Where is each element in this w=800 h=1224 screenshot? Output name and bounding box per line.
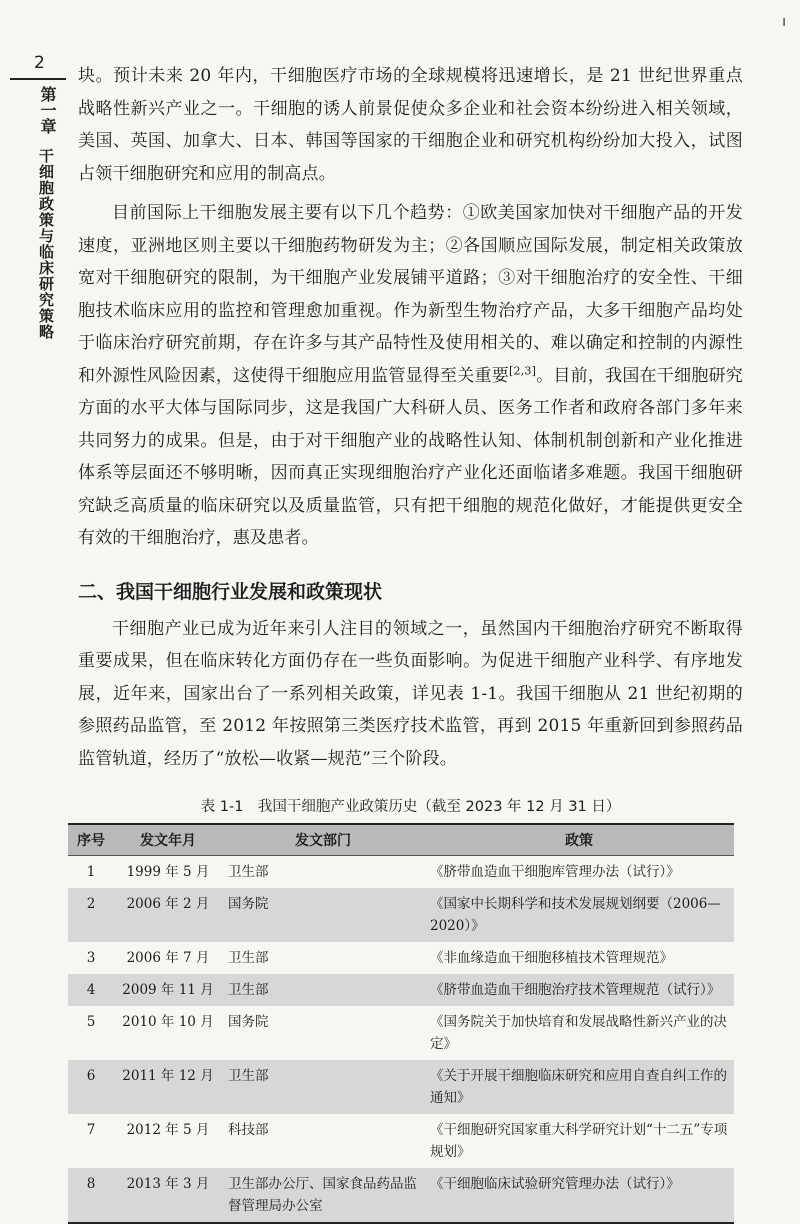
header-policy: 政策: [424, 824, 734, 856]
cell-no: 6: [68, 1060, 114, 1114]
cell-date: 2006 年 7 月: [126, 950, 210, 966]
section-paragraph: 干细胞产业已成为近年来引人注目的领域之一，虽然国内干细胞治疗研究不断取得重要成果，但在临床转化方面仍存在一些负面影响。为促进干细胞产业科学、有序地发展，近年来，国家出台了一系列相关政策，详见表 1-1。我国干细胞从 21 世纪初期的参照药品监管，至 2012 年按照第三类医疗技术监管，再到 2015 年重新回到参照药品监管轨道，经历了“放松—收紧—规范”三个阶段。: [78, 618, 743, 769]
policy-table: [68, 823, 734, 1224]
paragraph-2-text: 目前国际上干细胞发展主要有以下几个趋势：①欧美国家加快对干细胞产品的开发速度，亚洲地区则主要以干细胞药物研发为主；②各国顺应国际发展，制定相关政策放宽对干细胞研究的限制，为干细胞产业发展铺平道路；③对干细胞治疗的安全性、干细胞技术临床应用的监控和管理愈加重视。作为新型生物治疗产品，大多干细胞产品均处于临床治疗研究前期，存在许多与其产品特性及使用相关的、难以确定和控制的内源性和外源性风险因素，这使得干细胞应用监管显得至关重要: [78, 203, 743, 386]
table-row: [68, 1114, 734, 1168]
cell-policy: 《干细胞研究国家重大科学研究计划“十二五”专项规划》: [430, 1122, 728, 1160]
cell-date: 2010 年 10 月: [122, 1014, 214, 1030]
section-heading: 二、我国干细胞行业发展和政策现状: [78, 580, 383, 603]
table-header-row: [68, 824, 734, 856]
cell-policy: 《脐带血造血干细胞库管理办法（试行）》: [430, 864, 680, 880]
paragraph-2: [78, 197, 743, 555]
page-number: 2: [34, 53, 45, 73]
cell-date: 2006 年 2 月: [114, 888, 222, 942]
cell-no: 2: [68, 888, 114, 942]
table-row: [68, 1006, 734, 1060]
table-row: [68, 1060, 734, 1114]
header-dept: 发文部门: [222, 824, 424, 856]
table-row: [68, 856, 734, 889]
table-row: [68, 1168, 734, 1223]
cell-no: 4: [68, 974, 114, 1006]
corner-mark: ı: [782, 14, 786, 30]
citation: [2,3]: [509, 363, 537, 377]
header-date: 发文年月: [114, 824, 222, 856]
cell-policy: 《非血缘造血干细胞移植技术管理规范》: [430, 950, 673, 966]
cell-dept: 卫生部: [222, 1060, 424, 1114]
cell-dept: 卫生部办公厅、国家食品药品监督管理局办公室: [222, 1168, 424, 1223]
table-caption: 表 1-1 我国干细胞产业政策历史（截至 2023 年 12 月 31 日）: [200, 799, 621, 815]
cell-dept: 卫生部: [222, 974, 424, 1006]
cell-policy: 《国家中长期科学和技术发展规划纲要（2006—2020）》: [424, 888, 734, 942]
page-content: [78, 60, 743, 1224]
table-row: [68, 888, 734, 942]
cell-date: 1999 年 5 月: [126, 864, 210, 880]
cell-policy: 《国务院关于加快培育和发展战略性新兴产业的决定》: [430, 1014, 727, 1052]
cell-policy: 《脐带血造血干细胞治疗技术管理规范（试行）》: [424, 974, 734, 1006]
header-no: 序号: [68, 824, 114, 856]
cell-dept: 国务院: [228, 1014, 269, 1030]
cell-policy: 《干细胞临床试验研究管理办法（试行）》: [424, 1168, 734, 1223]
paragraph-1: 块。预计未来 20 年内，干细胞医疗市场的全球规模将迅速增长，是 21 世纪世界重点战略性新兴产业之一。干细胞的诱人前景促使众多企业和社会资本纷纷进入相关领域，美国、英国、加拿大、日本、韩国等国家的干细胞企业和研究机构纷纷加大投入，试图占领干细胞研究和应用的制高点。: [78, 66, 743, 184]
table-row: [68, 942, 734, 974]
table-row: [68, 974, 734, 1006]
cell-date: 2012 年 5 月: [126, 1122, 210, 1138]
cell-no: 8: [68, 1168, 114, 1223]
cell-no: 3: [86, 950, 96, 966]
cell-date: 2009 年 11 月: [114, 974, 222, 1006]
cell-date: 2011 年 12 月: [114, 1060, 222, 1114]
cell-no: 1: [86, 864, 96, 880]
cell-no: 7: [86, 1122, 96, 1138]
paragraph-2-continued: 。目前，我国在干细胞研究方面的水平大体与国际同步，这是我国广大科研人员、医务工作者和政府各部门多年来共同努力的成果。但是，由于对干细胞产业的战略性认知、体制机制创新和产业化推进体系等层面还不够明晰，因而真正实现细胞治疗产业化还面临诸多难题。我国干细胞研究缺乏高质量的临床研究以及质量监管，只有把干细胞的规范化做好，才能提供更安全有效的干细胞治疗，惠及患者。: [78, 365, 744, 548]
cell-dept: 卫生部: [228, 864, 269, 880]
chapter-rule: [10, 78, 66, 80]
cell-no: 5: [86, 1014, 96, 1030]
cell-dept: 卫生部: [228, 950, 269, 966]
cell-dept: 科技部: [228, 1122, 269, 1138]
cell-date: 2013 年 3 月: [114, 1168, 222, 1223]
cell-dept: 国务院: [222, 888, 424, 942]
chapter-title: 干细胞政策与临床研究策略: [37, 148, 55, 340]
cell-policy: 《关于开展干细胞临床研究和应用自查自纠工作的通知》: [424, 1060, 734, 1114]
chapter-label: 第一章: [38, 86, 57, 134]
